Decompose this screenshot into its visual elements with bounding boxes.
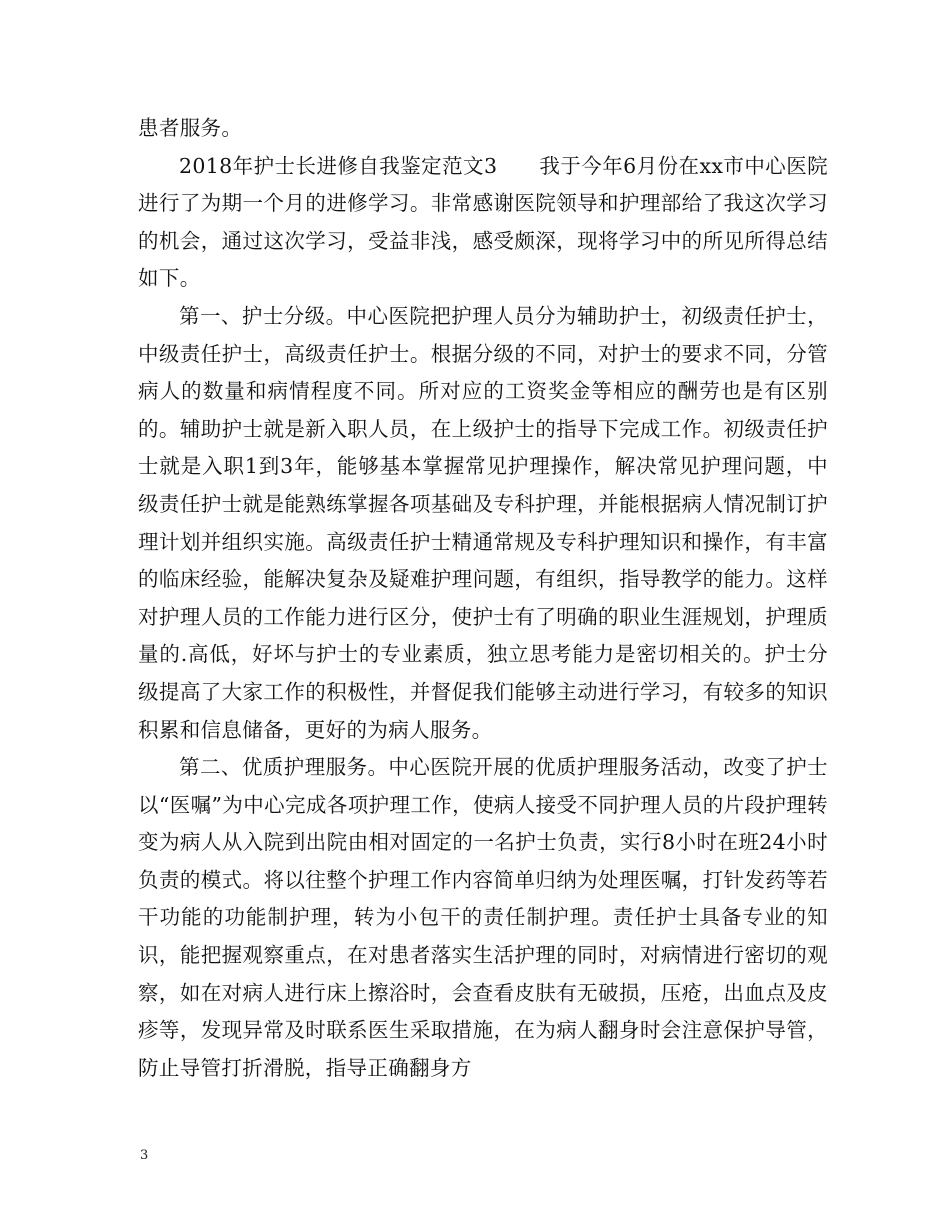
page-number: 3 xyxy=(140,1148,149,1163)
document-body xyxy=(138,110,828,1087)
paragraph-continuation: 患者服务。 xyxy=(138,116,243,140)
paragraph-quality-nursing: 第二、优质护理服务。中心医院开展的优质护理服务活动，改变了护士以“医嘱”为中心完成各项护理工作，使病人接受不同护理人员的片段护理转变为病人从入院到出院由相对固定的一名护士负责，实行8小时在班24小时负责的模式。将以往整个护理工作内容简单归纳为处理医嘱，打针发药等若干功能的功能制护理，转为小包干的责任制护理。责任护士具备专业的知识，能把握观察重点，在对患者落实生活护理的同时，对病情进行密切的观察，如在对病人进行床上擦浴时，会查看皮肤有无破损，压疮，出血点及皮疹等，发现异常及时联系医生采取措施，在为病人翻身时会注意保护导管，防止导管打折滑脱，指导正确翻身方 xyxy=(138,755,828,1080)
paragraph-nurse-grading: 第一、护士分级。中心医院把护理人员分为辅助护士，初级责任护士，中级责任护士，高级责任护士。根据分级的不同，对护士的要求不同，分管病人的数量和病情程度不同。所对应的工资奖金等相应的酬劳也是有区别的。辅助护士就是新入职人员，在上级护士的指导下完成工作。初级责任护士就是入职1到3年，能够基本掌握常见护理操作，解决常见护理问题，中级责任护士就是能熟练掌握各项基础及专科护理，并能根据病人情况制订护理计划并组织实施。高级责任护士精通常规及专科护理知识和操作，有丰富的临床经验，能解决复杂及疑难护理问题，有组织，指导教学的能力。这样对护理人员的工作能力进行区分，使护士有了明确的职业生涯规划，护理质量的.高低，好坏与护士的专业素质，独立思考能力是密切相关的。护士分级提高了大家工作的积极性，并督促我们能够主动进行学习，有较多的知识积累和信息储备，更好的为病人服务。 xyxy=(138,303,828,742)
paragraph-intro: 2018年护士长进修自我鉴定范文3 我于今年6月份在xx市中心医院进行了为期一个月的进修学习。非常感谢医院领导和护理部给了我这次学习的机会，通过这次学习，受益非浅，感受颇深，现将学习中的所见所得总结如下。 xyxy=(138,153,828,291)
